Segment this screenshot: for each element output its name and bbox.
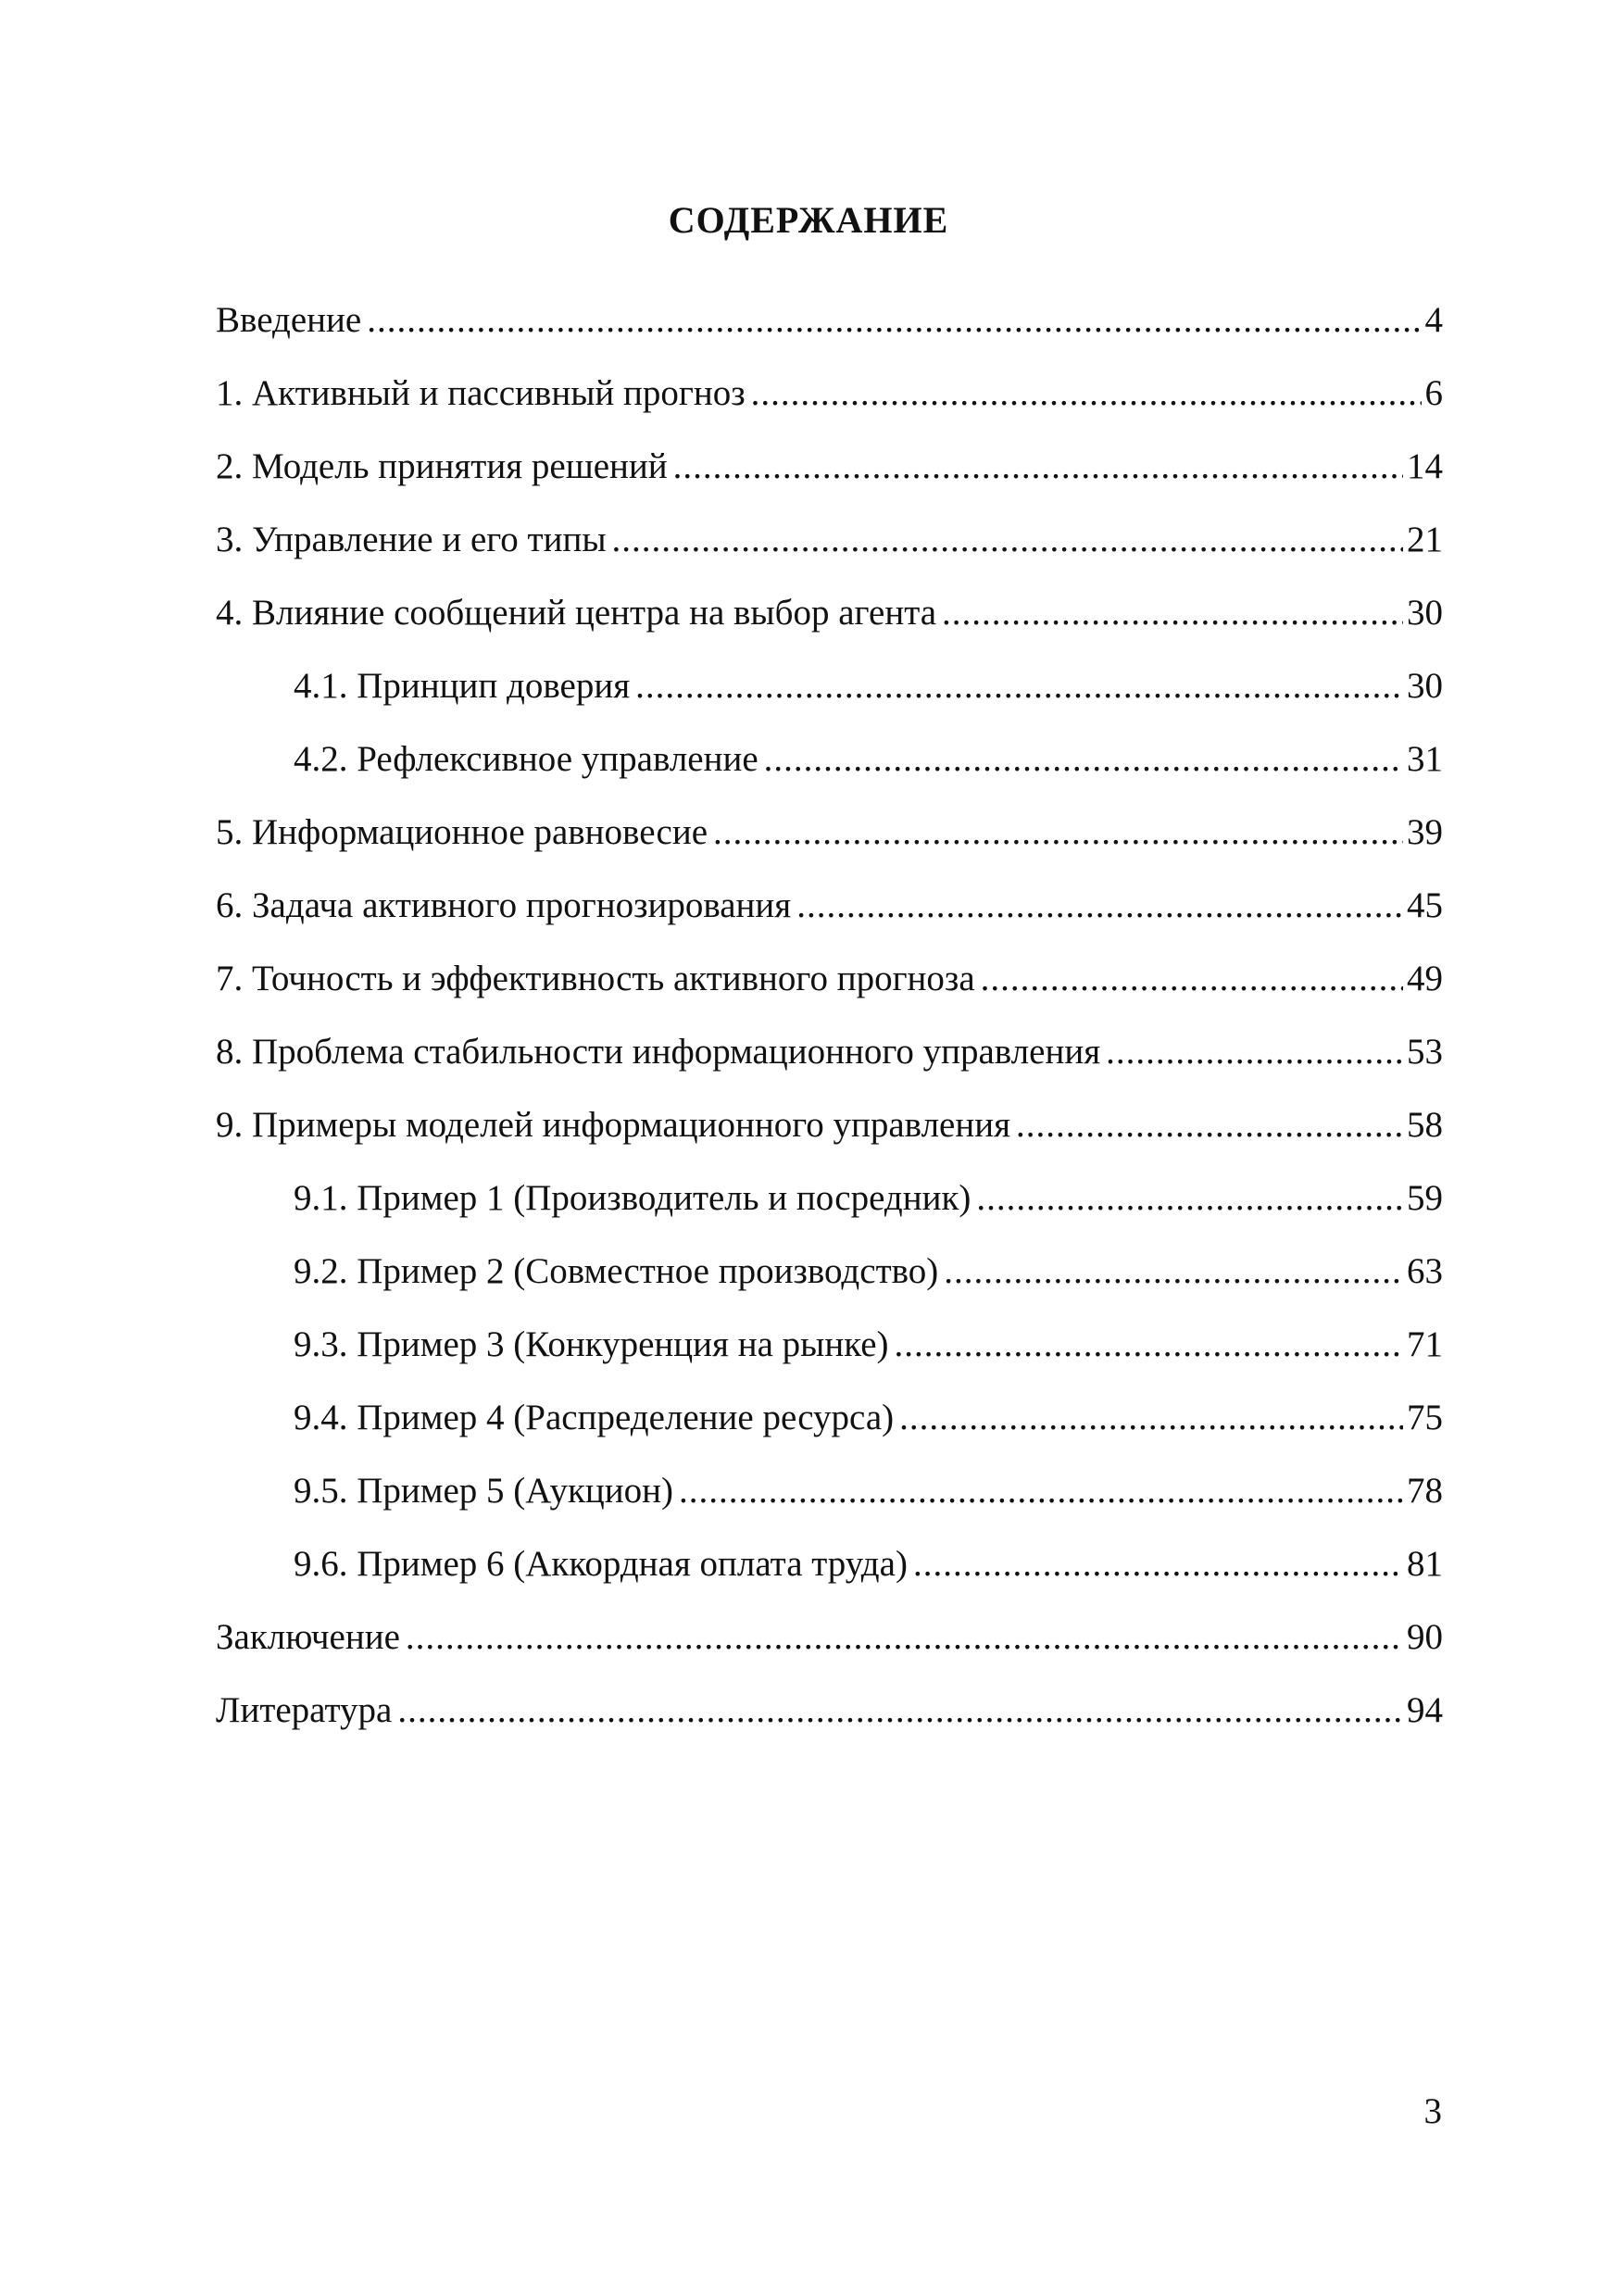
toc-entry-page: 78: [1407, 1471, 1443, 1511]
toc-entry-page: 14: [1407, 446, 1443, 486]
toc-entry-chapter-5[interactable]: [216, 796, 1443, 869]
toc-entry-page: 59: [1407, 1178, 1443, 1218]
toc-entry-label: 4. Влияние сообщений центра на выбор агента: [216, 593, 937, 633]
toc-entry-label: 5. Информационное равновесие: [216, 812, 708, 852]
toc-entry-section-4-2[interactable]: [216, 722, 1443, 796]
toc-entry-references[interactable]: [216, 1674, 1443, 1747]
dot-leader: [679, 1454, 1403, 1527]
toc-entry-page: 71: [1407, 1324, 1443, 1364]
toc-entry-label: 9.6. Пример 6 (Аккордная оплата труда): [294, 1544, 908, 1584]
toc-entry-label: 4.2. Рефлексивное управление: [294, 739, 758, 779]
toc-entry-page: 75: [1407, 1398, 1443, 1437]
toc-entry-chapter-2[interactable]: [216, 430, 1443, 503]
toc-entry-section-9-3[interactable]: [216, 1308, 1443, 1381]
toc-entry-page: 53: [1407, 1032, 1443, 1072]
dot-leader: [976, 1161, 1403, 1235]
dot-leader: [713, 796, 1403, 869]
toc-entry-section-9-6[interactable]: [216, 1527, 1443, 1600]
toc-entry-page: 81: [1407, 1544, 1443, 1584]
toc-entry-page: 39: [1407, 812, 1443, 852]
toc-entry-page: 63: [1407, 1251, 1443, 1291]
dot-leader: [944, 1235, 1403, 1308]
toc-entry-chapter-6[interactable]: [216, 869, 1443, 942]
toc-entry-page: 94: [1407, 1690, 1443, 1730]
toc-entry-page: 6: [1424, 373, 1443, 413]
toc-entry-label: 9.1. Пример 1 (Производитель и посредник): [294, 1178, 971, 1218]
toc-entry-page: 30: [1407, 666, 1443, 706]
toc-entry-chapter-7[interactable]: [216, 942, 1443, 1015]
toc-entry-label: 2. Модель принятия решений: [216, 446, 668, 486]
dot-leader: [796, 869, 1403, 942]
toc-entry-label: 9.3. Пример 3 (Конкуренция на рынке): [294, 1324, 889, 1364]
toc-entry-label: Введение: [216, 300, 362, 340]
dot-leader: [913, 1527, 1403, 1600]
toc-entry-label: 4.1. Принцип доверия: [294, 666, 631, 706]
toc-entry-page: 31: [1407, 739, 1443, 779]
dot-leader: [1106, 1015, 1403, 1088]
toc-entry-chapter-9[interactable]: [216, 1088, 1443, 1161]
toc-entry-section-9-1[interactable]: [216, 1161, 1443, 1235]
toc-entry-label: 1. Активный и пассивный прогноз: [216, 373, 746, 413]
dot-leader: [397, 1674, 1403, 1747]
dot-leader: [981, 942, 1403, 1015]
dot-leader: [612, 503, 1403, 576]
toc-entry-label: 7. Точность и эффективность активного прогноза: [216, 959, 975, 998]
toc-entry-label: 9.5. Пример 5 (Аукцион): [294, 1471, 674, 1511]
page-number: 3: [1423, 2091, 1442, 2131]
dot-leader: [1016, 1088, 1403, 1161]
toc-entry-label: 6. Задача активного прогнозирования: [216, 885, 792, 925]
dot-leader: [764, 722, 1403, 796]
toc-entry-label: Заключение: [216, 1617, 400, 1657]
toc-entry-chapter-8[interactable]: [216, 1015, 1443, 1088]
dot-leader: [942, 576, 1403, 649]
toc-entry-page: 45: [1407, 885, 1443, 925]
toc-title: СОДЕРЖАНИЕ: [668, 199, 949, 241]
toc-entry-label: 9.2. Пример 2 (Совместное производство): [294, 1251, 939, 1291]
toc-entry-section-9-5[interactable]: [216, 1454, 1443, 1527]
toc-entry-chapter-3[interactable]: [216, 503, 1443, 576]
toc-entry-label: Литература: [216, 1690, 393, 1730]
toc-entry-page: 49: [1407, 959, 1443, 998]
dot-leader: [635, 649, 1403, 722]
toc-entry-page: 21: [1407, 520, 1443, 559]
toc-entry-label: 9.4. Пример 4 (Распределение ресурса): [294, 1398, 895, 1437]
dot-leader: [895, 1308, 1404, 1381]
toc-entry-label: 3. Управление и его типы: [216, 520, 607, 559]
toc-entry-page: 58: [1407, 1105, 1443, 1145]
toc-entry-section-9-4[interactable]: [216, 1381, 1443, 1454]
toc-entry-section-4-1[interactable]: [216, 649, 1443, 722]
toc-entry-page: 30: [1407, 593, 1443, 633]
toc-entry-page: 4: [1424, 300, 1443, 340]
toc-entry-label: 9. Примеры моделей информационного управления: [216, 1105, 1011, 1145]
dot-leader: [673, 430, 1403, 503]
dot-leader: [406, 1600, 1403, 1674]
toc-entry-label: 8. Проблема стабильности информационного управления: [216, 1032, 1101, 1072]
toc-entry-introduction[interactable]: [216, 283, 1443, 357]
toc-entry-section-9-2[interactable]: [216, 1235, 1443, 1308]
dot-leader: [899, 1381, 1403, 1454]
dot-leader: [367, 283, 1421, 357]
toc-entry-chapter-1[interactable]: [216, 357, 1443, 430]
dot-leader: [751, 357, 1422, 430]
toc-entry-conclusion[interactable]: [216, 1600, 1443, 1674]
toc-list: [216, 283, 1443, 1747]
toc-entry-page: 90: [1407, 1617, 1443, 1657]
toc-entry-chapter-4[interactable]: [216, 576, 1443, 649]
